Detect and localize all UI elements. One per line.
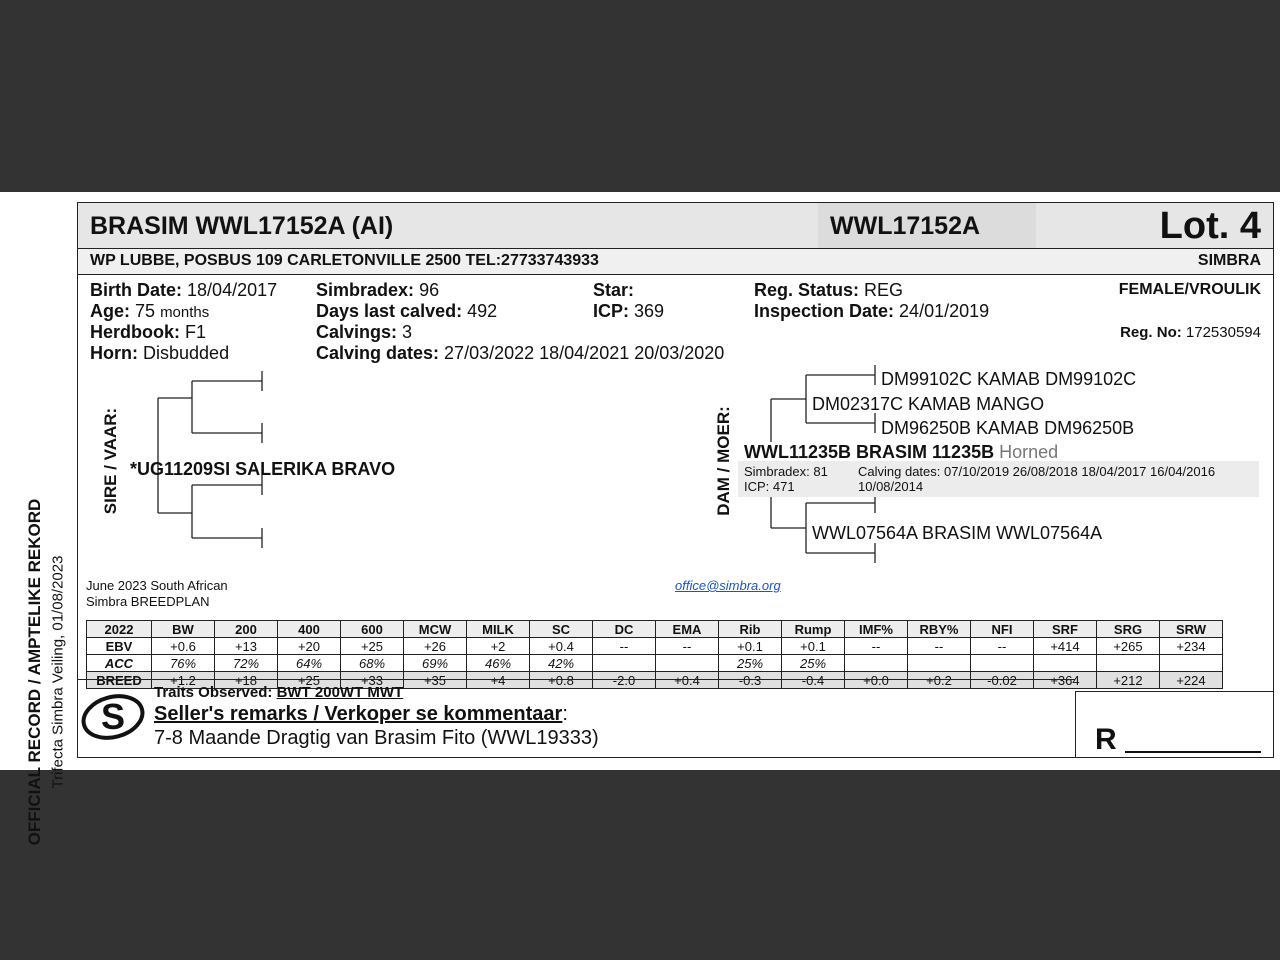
dam-label: DAM / MOER:: [714, 406, 733, 516]
table-cell: +212: [1097, 672, 1160, 689]
herdbook: Herdbook: F1: [90, 322, 207, 342]
table-cell: RBY%: [908, 621, 971, 638]
owner-bar: [78, 249, 1273, 275]
lot-sheet: [0, 192, 1280, 846]
simbradex: Simbradex: 96: [316, 280, 440, 300]
table-cell: +18: [215, 672, 278, 689]
table-cell: SRG: [1097, 621, 1160, 638]
table-cell: Rump: [782, 621, 845, 638]
sire-name: *UG11209SI SALERIKA BRAVO: [130, 459, 396, 479]
table-cell: --: [971, 638, 1034, 655]
table-row-ebv: [87, 638, 1223, 655]
table-cell: SRW: [1160, 621, 1223, 638]
table-row-acc: [87, 655, 1223, 672]
table-cell: 25%: [719, 655, 782, 672]
animal-name: BRASIM WWL17152A (AI): [90, 212, 394, 240]
table-cell: 64%: [278, 655, 341, 672]
table-cell: [1097, 655, 1160, 672]
table-cell: [971, 655, 1034, 672]
table-cell: +0.2: [908, 672, 971, 689]
remarks-title: Seller's remarks / Verkoper se kommentaar:: [154, 703, 568, 725]
email-link[interactable]: office@simbra.org: [675, 578, 781, 593]
dam-icp: ICP: 471: [744, 479, 795, 494]
table-cell: 69%: [404, 655, 467, 672]
icp: ICP: 369: [593, 301, 665, 321]
table-cell: 46%: [467, 655, 530, 672]
breedplan-line1: June 2023 South African: [86, 578, 228, 593]
table-cell: EBV: [87, 638, 152, 655]
table-cell: 400: [278, 621, 341, 638]
table-cell: +0.0: [845, 672, 908, 689]
table-cell: 2022: [87, 621, 152, 638]
table-cell: +0.4: [656, 672, 719, 689]
header-bar: [78, 203, 1273, 249]
table-cell: BW: [152, 621, 215, 638]
table-cell: +2: [467, 638, 530, 655]
table-cell: +364: [1034, 672, 1097, 689]
table-cell: NFI: [971, 621, 1034, 638]
dam-simbradex: Simbradex: 81: [744, 464, 828, 479]
table-cell: +20: [278, 638, 341, 655]
animal-card: [77, 202, 1274, 758]
table-cell: 72%: [215, 655, 278, 672]
table-cell: MILK: [467, 621, 530, 638]
table-cell: +1.2: [152, 672, 215, 689]
remarks-text: 7-8 Maande Dragtig van Brasim Fito (WWL19333): [154, 727, 599, 749]
table-cell: +0.8: [530, 672, 593, 689]
table-cell: [908, 655, 971, 672]
table-cell: +4: [467, 672, 530, 689]
table-cell: +35: [404, 672, 467, 689]
table-cell: ACC: [87, 655, 152, 672]
animal-id: WWL17152A: [830, 212, 981, 240]
table-cell: +0.1: [719, 638, 782, 655]
days-last-calved: Days last calved: 492: [316, 301, 498, 321]
table-cell: -0.3: [719, 672, 782, 689]
table-cell: BREED: [87, 672, 152, 689]
table-cell: +234: [1160, 638, 1223, 655]
table-cell: 25%: [782, 655, 845, 672]
table-cell: +265: [1097, 638, 1160, 655]
dam-sire: DM02317C KAMAB MANGO: [812, 394, 1045, 414]
table-cell: --: [845, 638, 908, 655]
table-cell: Rib: [719, 621, 782, 638]
birth-date: Birth Date: 18/04/2017: [90, 280, 278, 300]
table-cell: 42%: [530, 655, 593, 672]
table-cell: [845, 655, 908, 672]
table-cell: [593, 655, 656, 672]
table-cell: 76%: [152, 655, 215, 672]
table-cell: 68%: [341, 655, 404, 672]
table-cell: --: [593, 638, 656, 655]
reg-status: Reg. Status: REG: [754, 280, 904, 300]
age: Age: 75 months: [90, 301, 210, 321]
table-cell: -0.02: [971, 672, 1034, 689]
table-cell: 200: [215, 621, 278, 638]
table-cell: +0.1: [782, 638, 845, 655]
table-cell: +26: [404, 638, 467, 655]
table-cell: EMA: [656, 621, 719, 638]
table-cell: +0.4: [530, 638, 593, 655]
official-record-label: OFFICIAL RECORD / AMPTELIKE REKORD: [25, 498, 44, 846]
horn: Horn: Disbudded: [90, 343, 230, 363]
table-cell: [656, 655, 719, 672]
sex: FEMALE/VROULIK: [1118, 281, 1261, 298]
star: Star:: [593, 280, 635, 300]
table-cell: +13: [215, 638, 278, 655]
dam-dam: WWL07564A BRASIM WWL07564A: [812, 523, 1103, 543]
dam-sire-dam: DM96250B KAMAB DM96250B: [881, 418, 1135, 438]
inspection-date: Inspection Date: 24/01/2019: [754, 301, 990, 321]
table-cell: -2.0: [593, 672, 656, 689]
table-cell: -0.4: [782, 672, 845, 689]
price-prefix: R: [1095, 723, 1117, 756]
lot-number: Lot. 4: [1159, 205, 1261, 247]
table-cell: --: [908, 638, 971, 655]
sale-label: Trifecta Simbra Veiling, 01/08/2023: [49, 555, 67, 789]
dam-sire-sire: DM99102C KAMAB DM99102C: [881, 369, 1137, 389]
table-cell: SRF: [1034, 621, 1097, 638]
table-cell: MCW: [404, 621, 467, 638]
footer-divider: [78, 679, 1075, 680]
table-cell: [1160, 655, 1223, 672]
dam-name: WWL11235B BRASIM 11235B Horned: [744, 442, 1059, 462]
sire-label: SIRE / VAAR:: [101, 407, 120, 515]
table-cell: +414: [1034, 638, 1097, 655]
table-cell: 600: [341, 621, 404, 638]
table-cell: SC: [530, 621, 593, 638]
price-field[interactable]: [1125, 751, 1261, 753]
table-cell: --: [656, 638, 719, 655]
table-cell: +0.6: [152, 638, 215, 655]
table-cell: [1034, 655, 1097, 672]
table-cell: +25: [341, 638, 404, 655]
logo-letter: S: [100, 696, 126, 737]
table-cell: IMF%: [845, 621, 908, 638]
table-cell: +33: [341, 672, 404, 689]
calvings: Calvings: 3: [316, 322, 413, 342]
owner-info: WP LUBBE, POSBUS 109 CARLETONVILLE 2500 TEL:27733743933: [90, 252, 599, 269]
breed-label: SIMBRA: [1197, 252, 1261, 269]
reg-no: Reg. No: 172530594: [1120, 324, 1261, 341]
table-cell: +224: [1160, 672, 1223, 689]
calving-dates: Calving dates: 27/03/2022 18/04/2021 20/03/2020: [316, 343, 725, 363]
dam-calving-dates: Calving dates: 07/10/2019 26/08/2018 18/04/2017 16/04/2016: [858, 464, 1216, 479]
table-header-row: [87, 621, 1223, 638]
table-cell: +25: [278, 672, 341, 689]
breedplan-line2: Simbra BREEDPLAN: [86, 594, 210, 609]
traits-observed: Traits Observed: BWT 200WT MWT: [154, 684, 404, 701]
dam-calving-dates-cont: 10/08/2014: [858, 479, 924, 494]
simbra-logo: [80, 689, 146, 745]
table-cell: DC: [593, 621, 656, 638]
